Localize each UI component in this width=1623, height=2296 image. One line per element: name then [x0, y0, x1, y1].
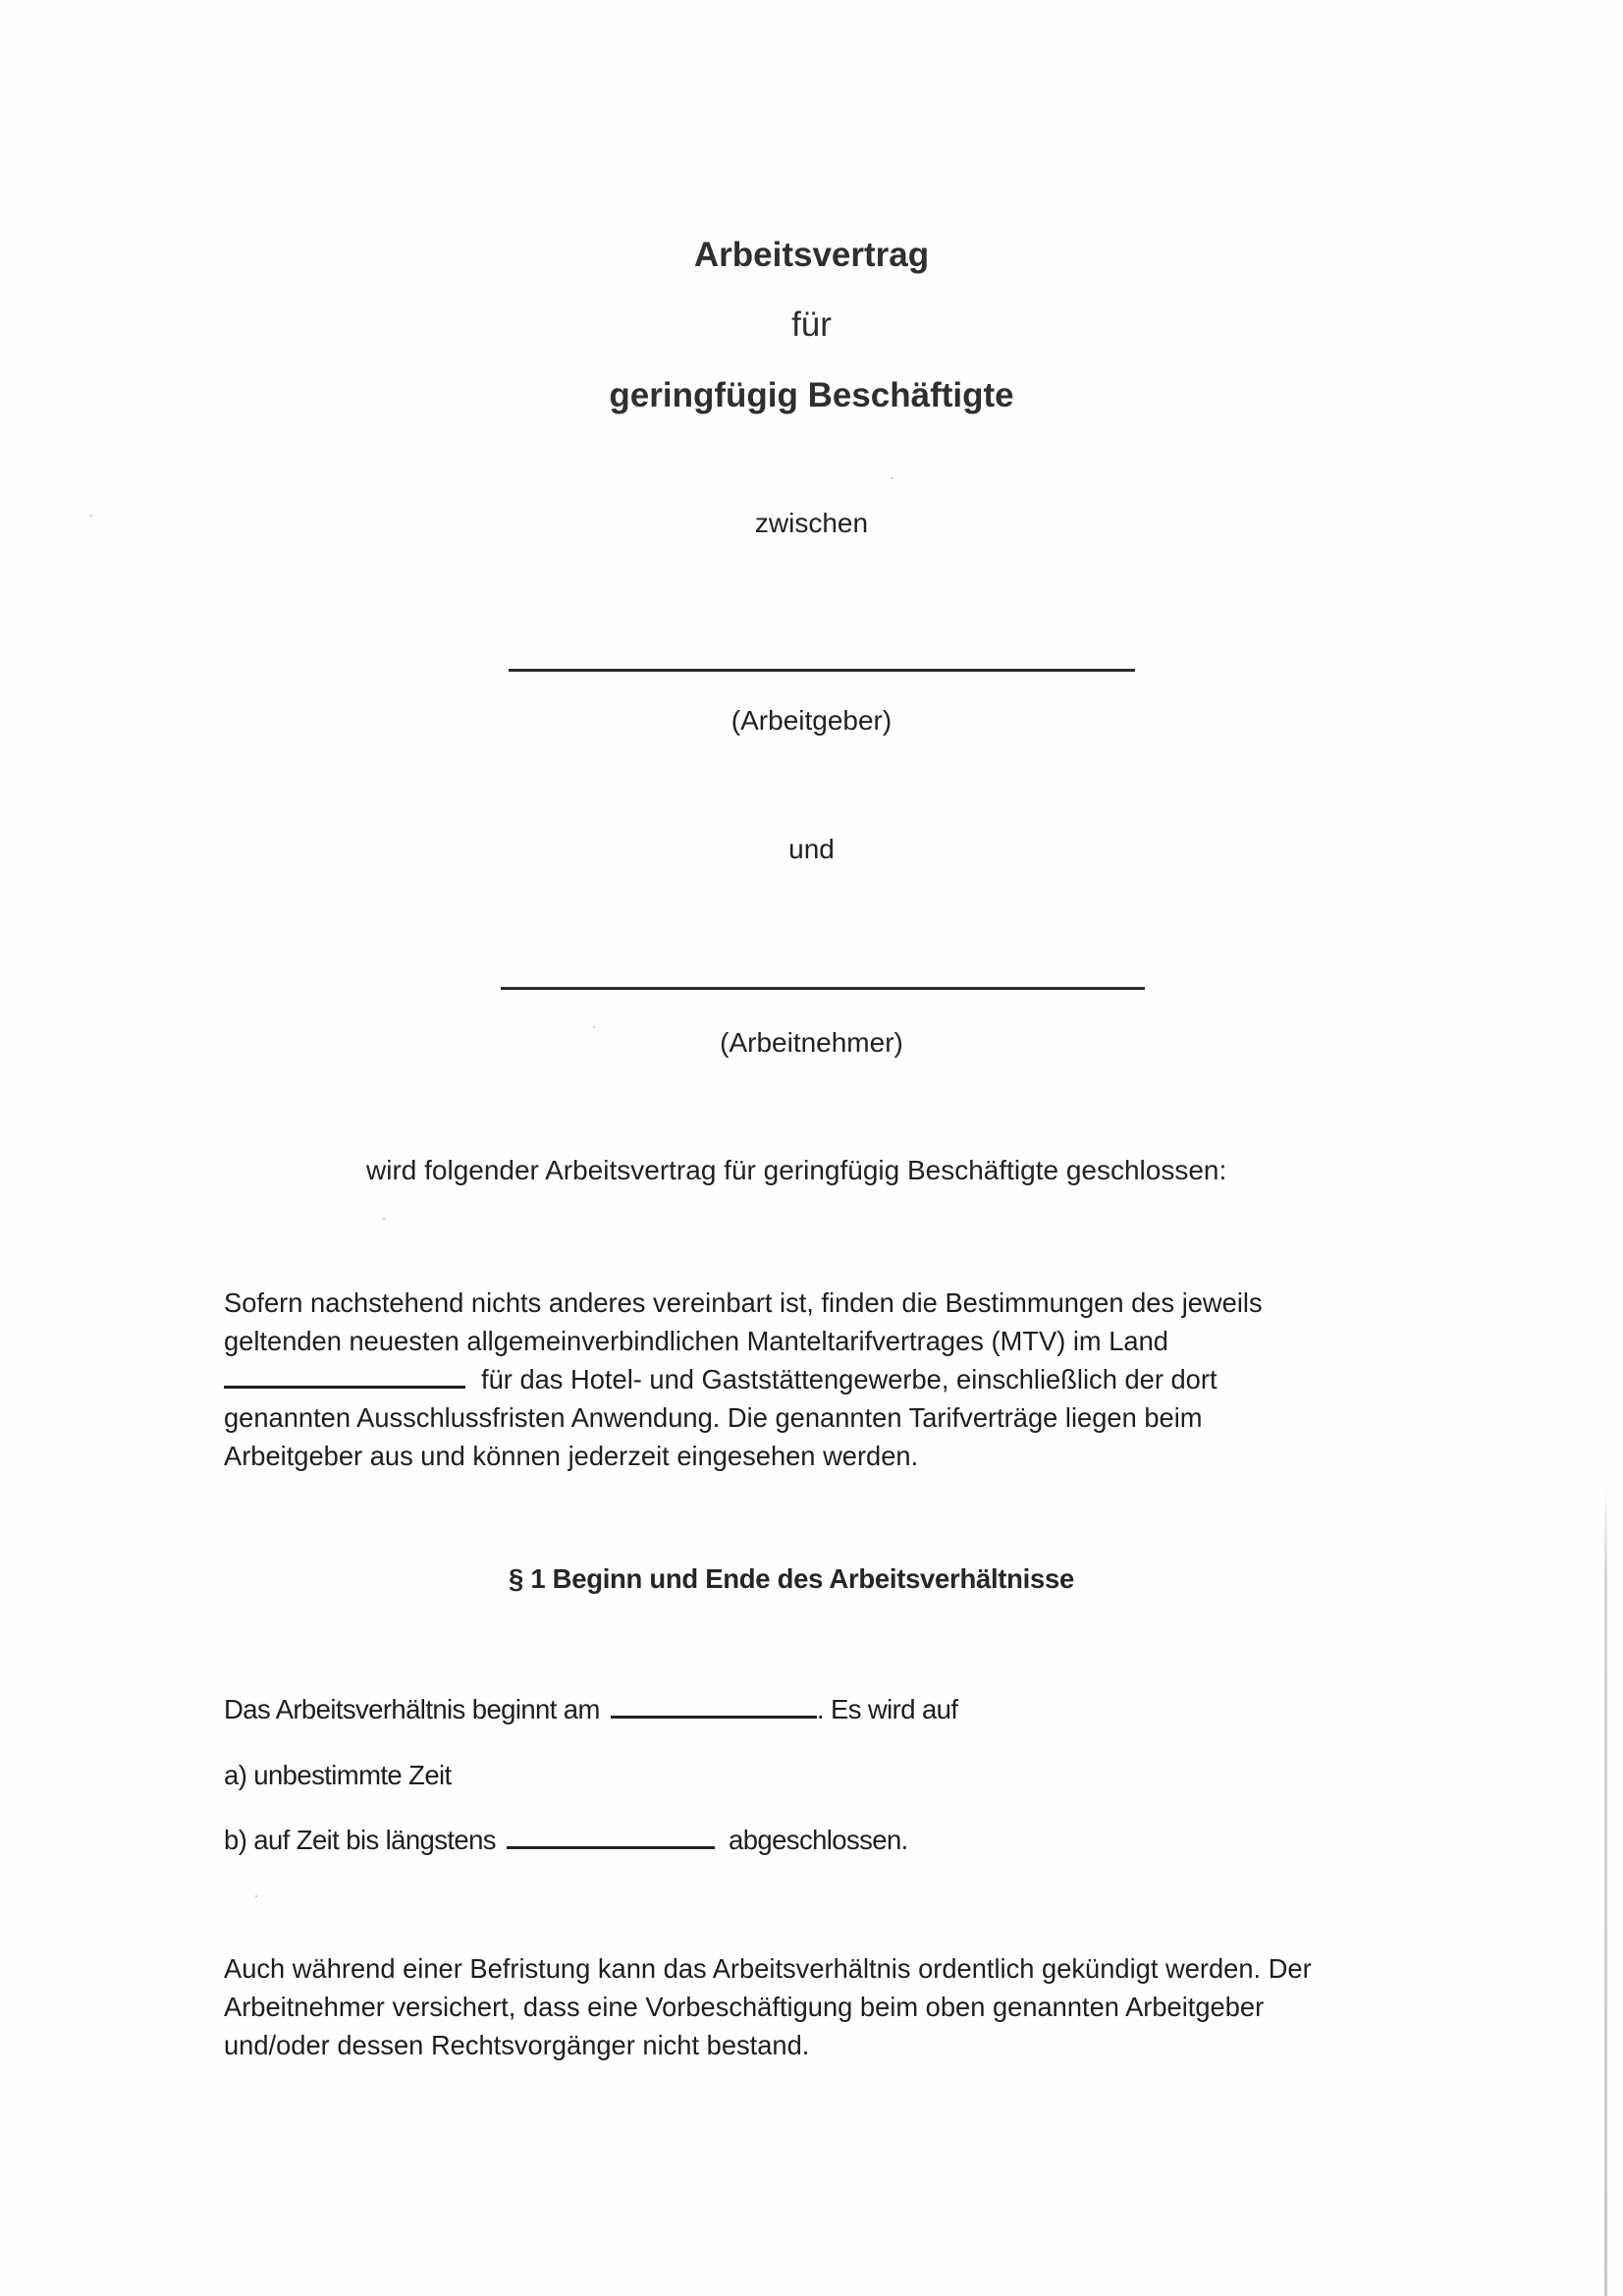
clause-text: abgeschlossen.: [729, 1825, 908, 1855]
employer-label: (Arbeitgeber): [730, 705, 893, 736]
preamble-line: Sofern nachstehend nichts anderes vereinbart ist, finden die Bestimmungen des jeweils: [224, 1287, 1263, 1318]
section-1-heading: § 1 Beginn und Ende des Arbeitsverhältnisse: [509, 1563, 1074, 1594]
preamble-paragraph: [224, 1284, 1263, 1475]
note-line: Arbeitnehmer versichert, dass eine Vorbeschäftigung beim oben genannten Arbeitgeber: [224, 1992, 1265, 2022]
scan-speck: [383, 1218, 385, 1220]
preamble-line: genannten Ausschlussfristen Anwendung. Die genannten Tarifverträge liegen beim: [224, 1402, 1203, 1433]
employee-label: (Arbeitnehmer): [720, 1027, 903, 1058]
option-b-clause: [224, 1825, 908, 1856]
employer-name-field[interactable]: [509, 669, 1135, 672]
note-line: Auch während einer Befristung kann das Arbeitsverhältnis ordentlich gekündigt werden. Der: [224, 1953, 1312, 1984]
employee-name-field[interactable]: [501, 987, 1145, 990]
title-line-3: geringfügig Beschäftigte: [609, 376, 1014, 414]
start-date-clause: [224, 1694, 957, 1725]
scan-speck: [255, 1895, 257, 1897]
preamble-line-with-blank: [224, 1360, 1263, 1398]
scan-speck: [892, 477, 893, 479]
scan-edge-line: [1604, 1483, 1607, 2296]
between-label: zwischen: [754, 508, 869, 538]
and-label: und: [788, 834, 835, 864]
start-date-blank-field[interactable]: [611, 1715, 817, 1719]
title-line-2: für: [791, 305, 832, 344]
preamble-line: Arbeitgeber aus und können jederzeit eingesehen werden.: [224, 1441, 919, 1471]
clause-text: Das Arbeitsverhältnis beginnt am: [224, 1694, 600, 1724]
land-blank-field[interactable]: [224, 1385, 465, 1389]
intro-sentence: wird folgender Arbeitsvertrag für geringfügig Beschäftigte geschlossen:: [366, 1155, 1227, 1185]
note-line: und/oder dessen Rechtsvorgänger nicht bestand.: [224, 2030, 810, 2060]
preamble-line-text: für das Hotel- und Gaststättengewerbe, einschließlich der dort: [481, 1364, 1217, 1394]
clause-text: b) auf Zeit bis längstens: [224, 1825, 496, 1855]
clause-text: . Es wird auf: [816, 1694, 958, 1724]
preamble-line: geltenden neuesten allgemeinverbindlichen Manteltarifvertrages (MTV) im Land: [224, 1326, 1168, 1356]
end-date-blank-field[interactable]: [507, 1845, 715, 1849]
option-a: a) unbestimmte Zeit: [224, 1760, 452, 1790]
title-line-1: Arbeitsvertrag: [693, 236, 930, 274]
section-1-note: [224, 1949, 1312, 2064]
